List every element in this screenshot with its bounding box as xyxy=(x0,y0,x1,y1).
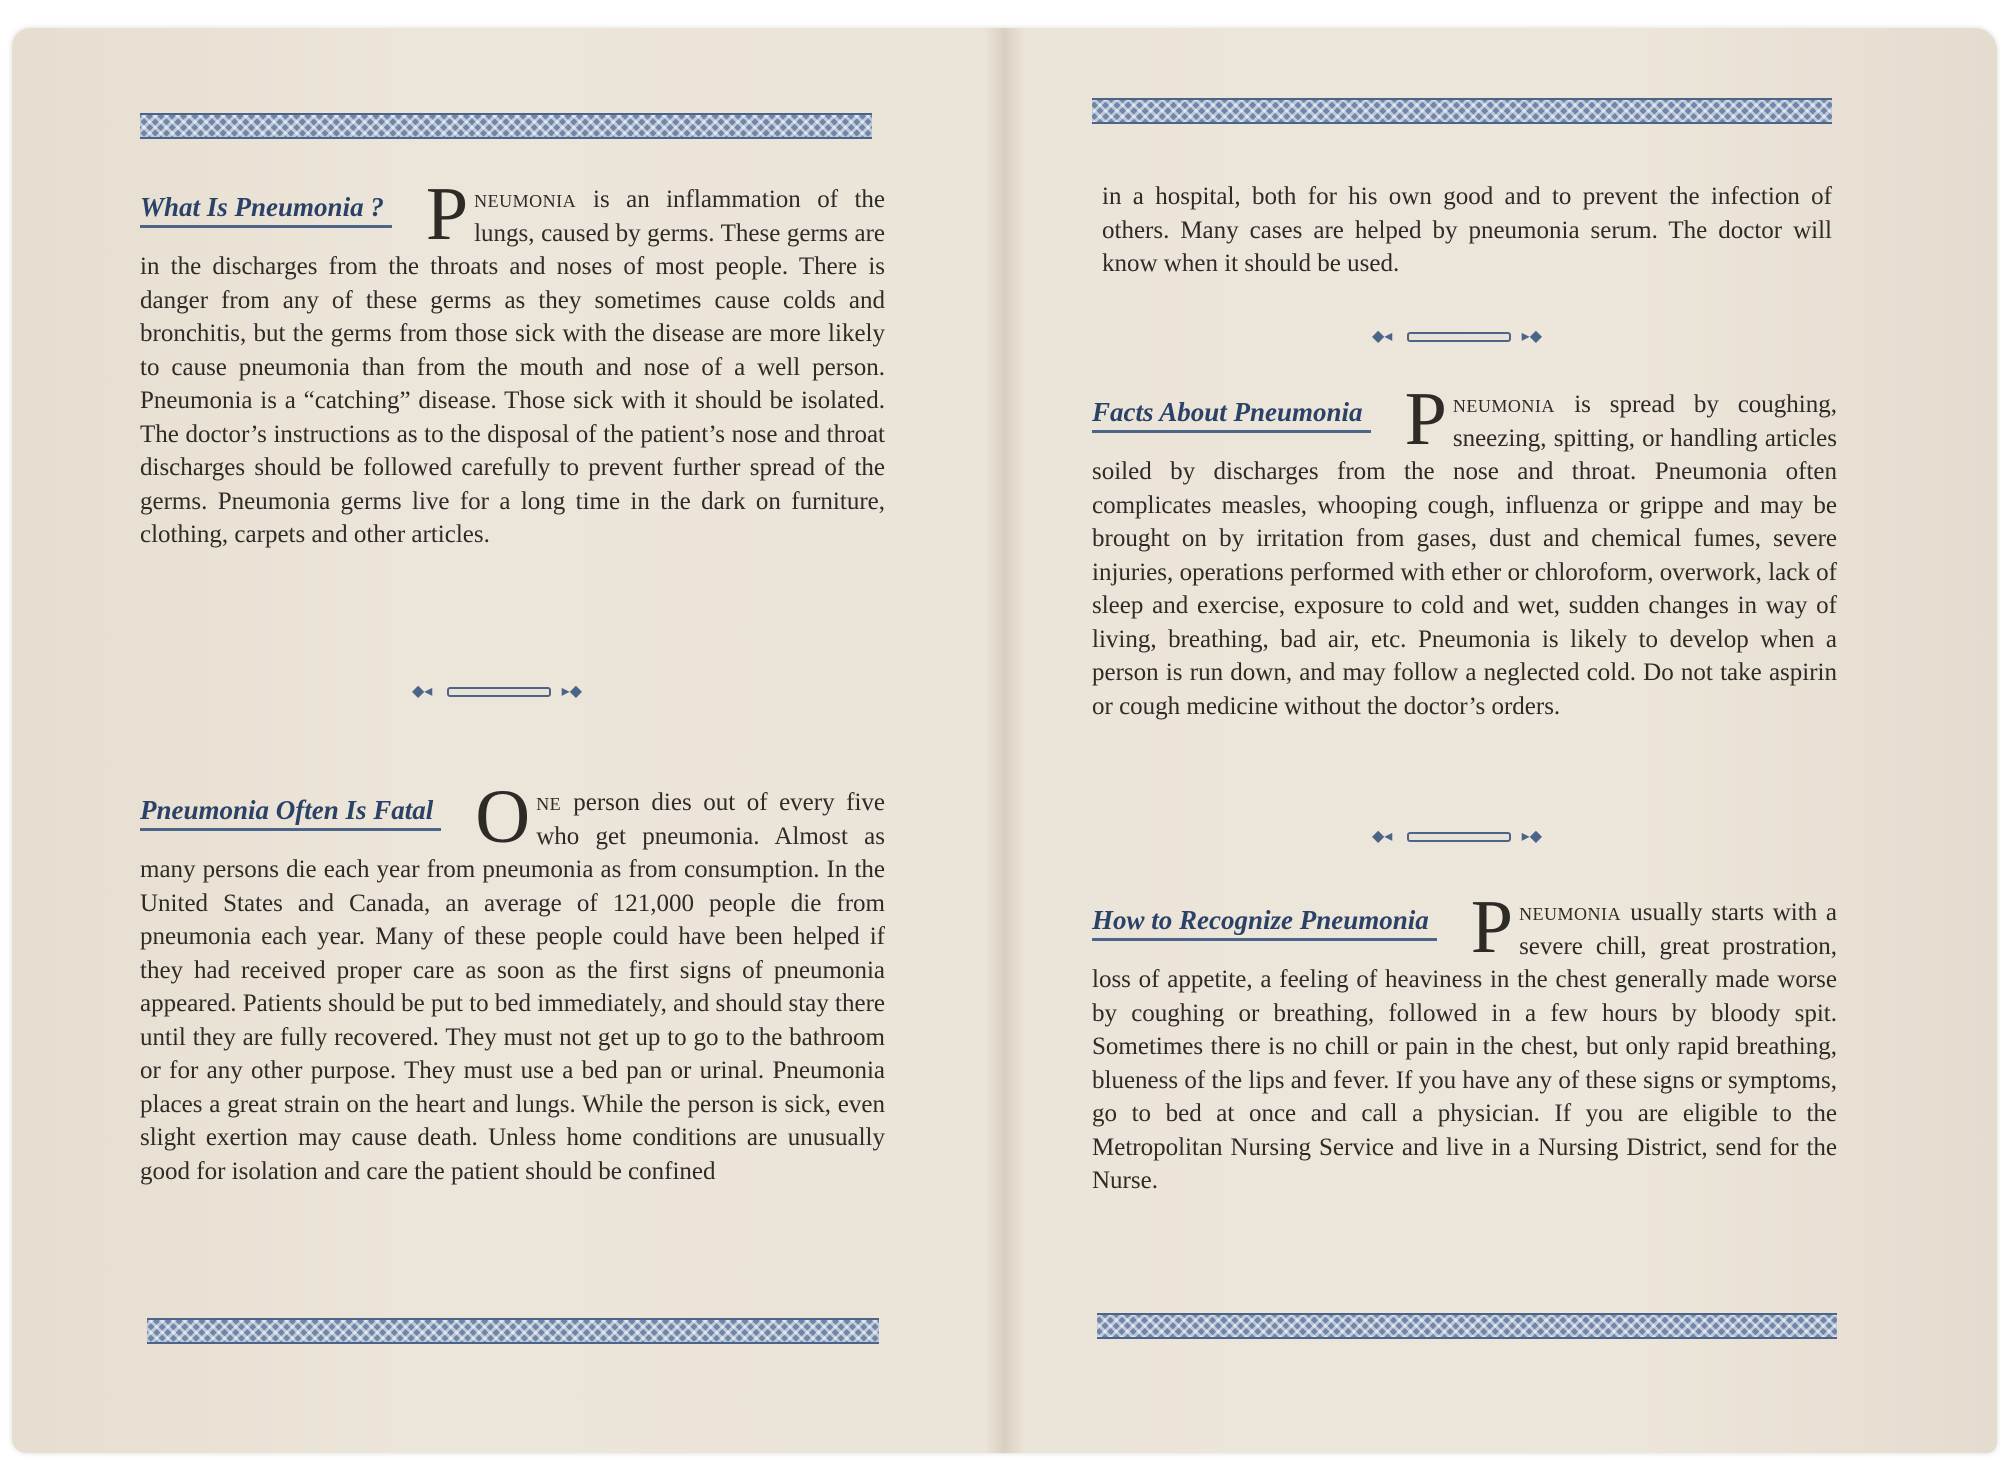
left-page xyxy=(12,28,987,1453)
ornament-tip-left: ◆◂ xyxy=(412,681,433,700)
drop-cap: P xyxy=(425,172,469,256)
lead-word: neumonia xyxy=(474,186,594,213)
lead-word: neumonia xyxy=(1452,391,1575,418)
section-body: person dies out of every five who get pneumonia. Almost as many persons die each year from pneumonia as from consumption. In the United States and Canada, an average of 121,000 people die from pneumonia each year. Many of these people could have been helped if they had received proper care as soon as the first signs of pneumonia appeared. Patients should be put to bed immediately, and should stay there until they are fully recovered. They must not get up to go to the bathroom or for any other purpose. They must use a bed pan or urinal. Pneumonia places a great strain on the heart and lungs. While the person is sick, even slight exertion may cause death. Unless home conditions are unusually good for isolation and care the patient should be confined xyxy=(140,789,886,1185)
ornament-tip-right: ▸◆ xyxy=(561,681,582,700)
bottom-border-ornament xyxy=(147,1318,879,1344)
section-what-is-pneumonia xyxy=(140,172,885,552)
booklet-spread xyxy=(12,28,1997,1453)
ornament-bar xyxy=(1407,832,1511,842)
bottom-border-ornament xyxy=(1097,1313,1837,1339)
ornament-tip-left: ◆◂ xyxy=(1372,326,1393,345)
top-border-ornament xyxy=(140,113,872,139)
section-heading: Pneumonia Often Is Fatal xyxy=(140,792,441,831)
section-body: usually starts with a severe chill, great prostration, loss of appetite, a feeling of heaviness in the chest generally made worse by coughing or breathing, followed in a few hours by bloody spit. Sometimes there is no chill or pain in the chest, but only rapid breathing, blueness of the lips and fever. If you have any of these signs or symptoms, go to bed at once and call a physician. If you are eligible to the Metropolitan Nursing Service and live in a Nursing District, send for the Nurse. xyxy=(1092,899,1837,1194)
section-heading: Facts About Pneumonia xyxy=(1092,394,1371,433)
ornament-tip-right: ▸◆ xyxy=(1521,826,1542,845)
ornament-bar xyxy=(1407,332,1511,342)
continuation-text: in a hospital, both for his own good and to prevent the infection of others. Many cases are helped by pneumonia serum. The doctor will know when it should be used. xyxy=(1102,183,1832,277)
section-how-to-recognize xyxy=(1092,885,1837,1198)
drop-cap: P xyxy=(1404,377,1447,461)
section-body: is spread by coughing, sneezing, spitting, or handling articles soiled by discharges from the nose and throat. Pneumonia often complicates measles, whooping cough, influenza or grippe and may be brought on by irritation from gases, dust and chemical fumes, severe injuries, operations performed with ether or chloroform, overwork, lack of sleep and exercise, exposure to cold and wet, sudden changes in way of living, breathing, bad air, etc. Pneumonia is likely to develop when a person is run down, and may follow a neglected cold. Do not take aspirin or cough medicine without the doctor’s orders. xyxy=(1092,391,1837,720)
divider-ornament xyxy=(1372,328,1542,346)
top-border-ornament xyxy=(1092,98,1832,124)
ornament-bar xyxy=(447,687,551,697)
section-facts-about-pneumonia xyxy=(1092,377,1837,723)
drop-cap: O xyxy=(475,775,531,859)
section-body: is an inflammation of the lungs, caused by germs. These germs are in the discharges from the throats and noses of most people. There is danger from any of these germs as they sometimes cause colds and bronchitis, but the germs from those sick with the disease are more likely to cause pneumonia than from the mouth and nose of a well person. Pneumonia is a “catching” disease. Those sick with it should be isolated. The doctor’s instructions as to the disposal of the patient’s nose and throat discharges should be followed carefully to prevent further spread of the germs. Pneumonia germs live for a long time in the dark on furniture, clothing, carpets and other articles. xyxy=(140,186,885,548)
section-pneumonia-often-fatal xyxy=(140,775,886,1188)
ornament-tip-right: ▸◆ xyxy=(1521,326,1542,345)
drop-cap: P xyxy=(1470,885,1514,969)
lead-word: neumonia xyxy=(1519,899,1631,926)
lead-word: ne xyxy=(536,789,574,816)
ornament-tip-left: ◆◂ xyxy=(1372,826,1393,845)
divider-ornament xyxy=(1372,828,1542,846)
divider-ornament xyxy=(412,683,582,701)
section-heading: What Is Pneumonia ? xyxy=(140,189,392,228)
section-continuation xyxy=(1102,180,1832,281)
right-page xyxy=(992,28,1997,1453)
section-heading: How to Recognize Pneumonia xyxy=(1092,902,1437,941)
